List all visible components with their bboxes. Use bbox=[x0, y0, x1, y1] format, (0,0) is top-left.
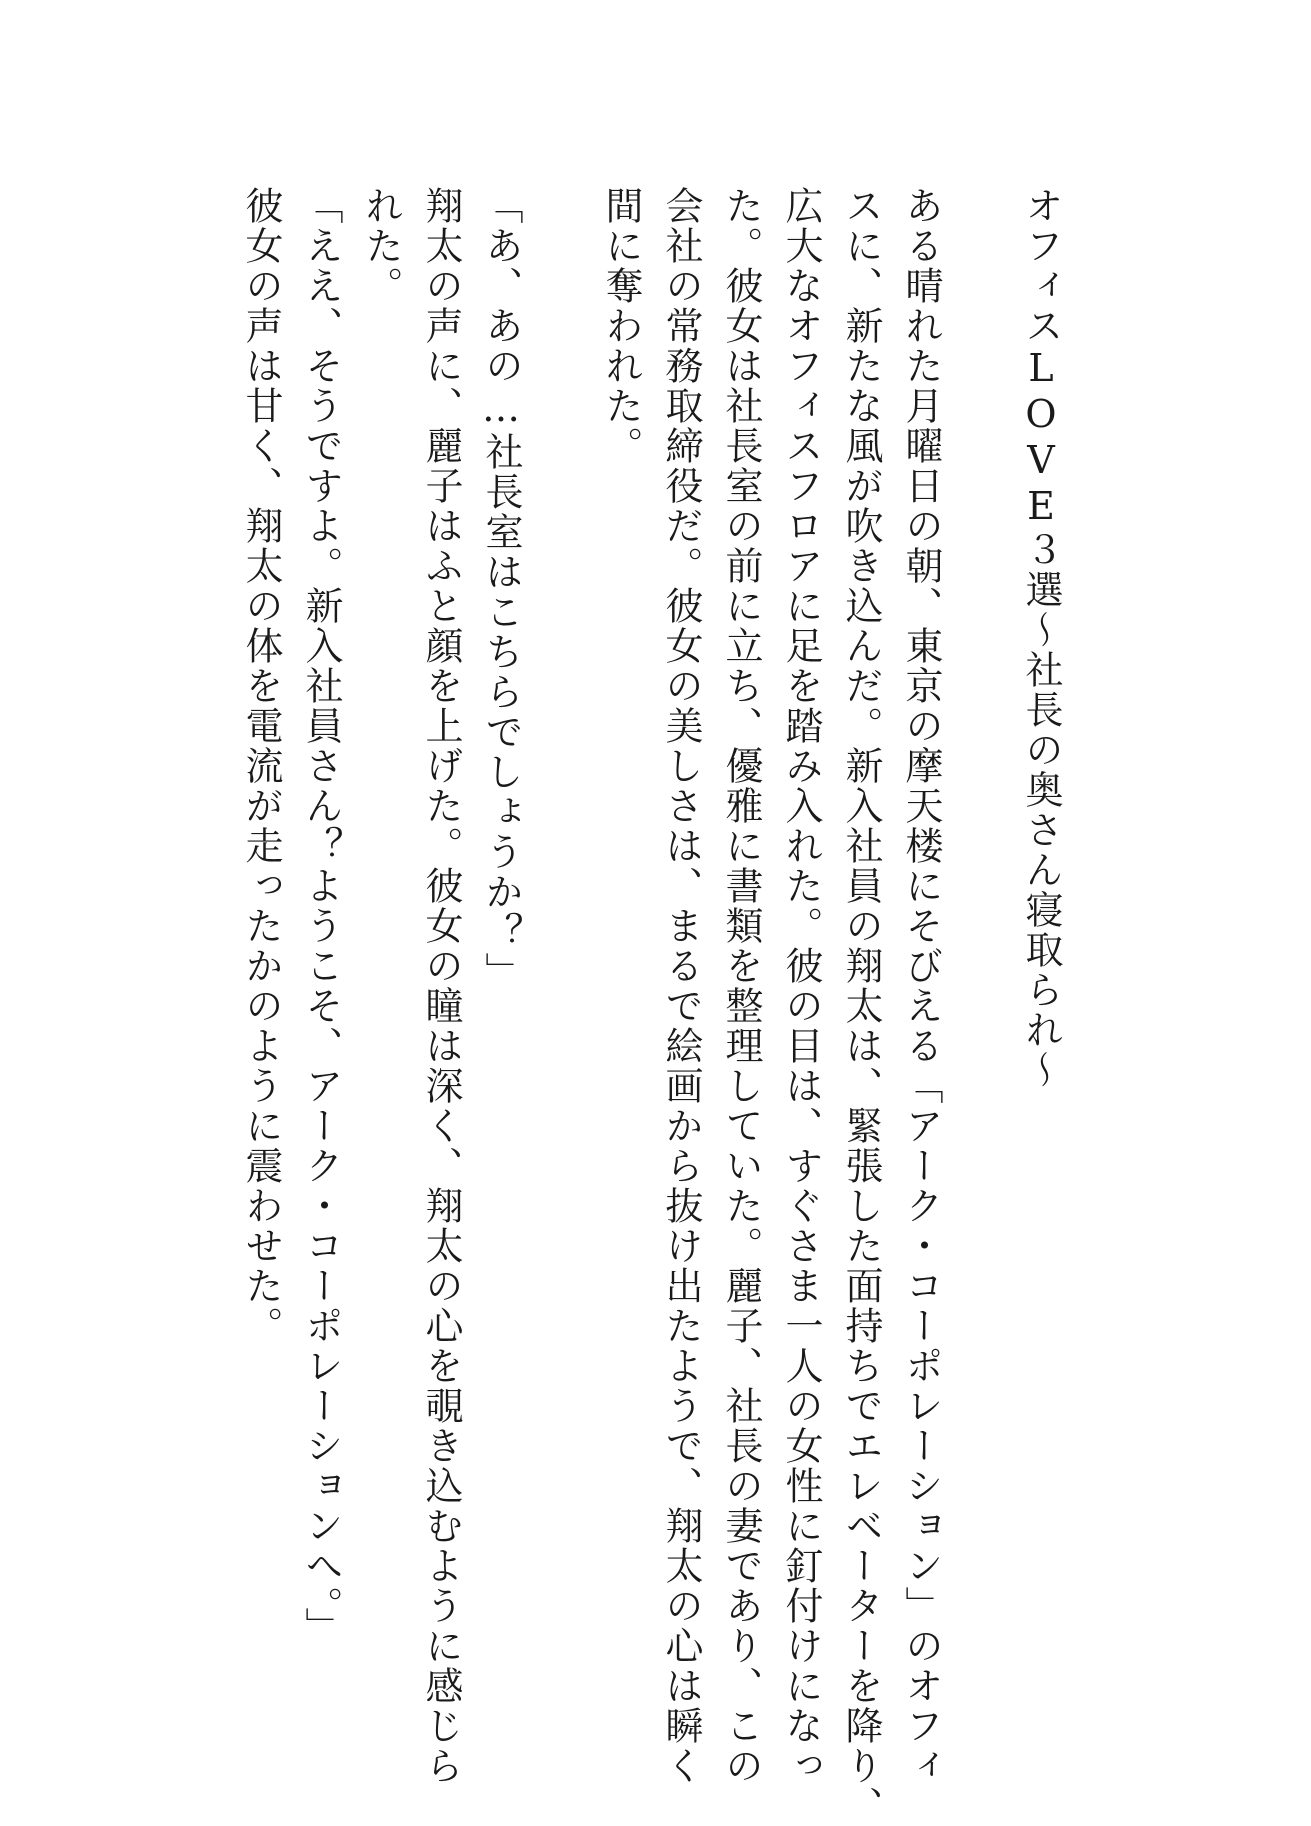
paragraph-spacer bbox=[531, 186, 591, 1656]
paragraph-line: た。彼女は社長室の前に立ち、優雅に書類を整理していた。麗子、社長の妻であり、この bbox=[719, 186, 763, 1786]
document-title: オフィスLOVE３選～社長の奥さん寝取られ～ bbox=[1019, 186, 1063, 1090]
dialogue-line: 「ええ、そうですよ。新入社員さん？ようこそ、アーク・コーポレーションへ。」 bbox=[299, 186, 343, 1647]
paragraph-line: 広大なオフィスフロアに足を踏み入れた。彼の目は、すぐさま一人の女性に釘付けになっ bbox=[779, 186, 823, 1786]
paragraph-line: ある晴れた月曜日の朝、東京の摩天楼にそびえる「アーク・コーポレーション」のオフィ bbox=[899, 186, 943, 1786]
dialogue-line: 「あ、あの…社長室はこちらでしょうか？」 bbox=[479, 186, 523, 992]
vertical-text-body bbox=[211, 186, 1071, 1826]
paragraph-line: 翔太の声に、麗子はふと顔を上げた。彼女の瞳は深く、翔太の心を覗き込むように感じら bbox=[419, 186, 463, 1786]
paragraph-line: 会社の常務取締役だ。彼女の美しさは、まるで絵画から抜け出たようで、翔太の心は瞬く bbox=[659, 186, 703, 1786]
paragraph-line: スに、新たな風が吹き込んだ。新入社員の翔太は、緊張した面持ちでエレベーターを降り、 bbox=[839, 186, 883, 1826]
title-spacer bbox=[951, 186, 1011, 1656]
paragraph-line: 彼女の声は甘く、翔太の体を電流が走ったかのように震わせた。 bbox=[239, 186, 283, 1346]
paragraph-line: 間に奪われた。 bbox=[599, 186, 643, 466]
paragraph-line: れた。 bbox=[359, 186, 403, 306]
